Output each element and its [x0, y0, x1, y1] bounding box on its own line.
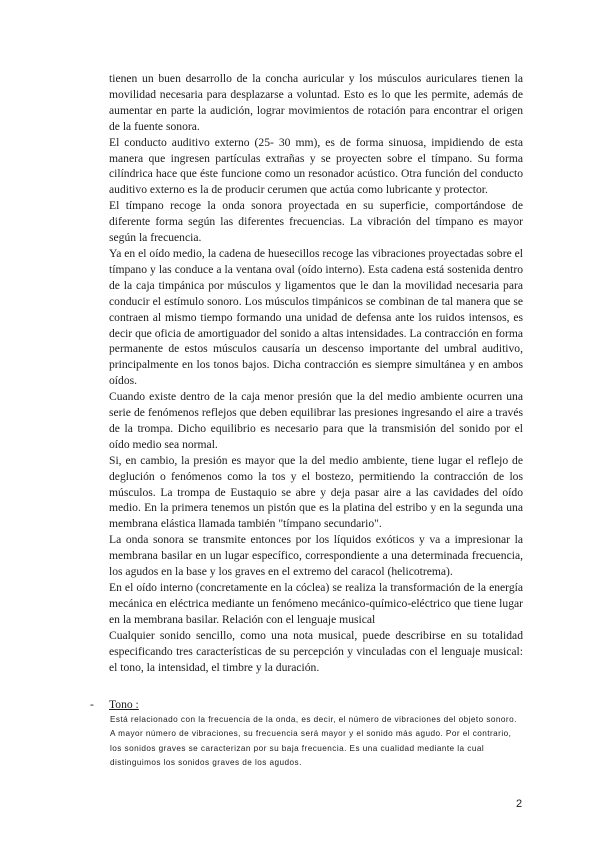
paragraph-oido-medio: Ya en el oído medio, la cadena de huesecillos recoge las vibraciones proyectadas sobre el tímpano y las conduce a la ventana oval (oído interno). Esta cadena está sostenida dentro de la caja timpánica por músculos y ligamentos que le dan la movilidad necesaria para conducir el estímulo sonoro. Los músculos timpánicos se combinan de tal manera que se contraen al mismo tiempo formando una unidad de defensa ante los ruidos intensos, es decir que oficia de amortiguador del sonido a altas intensidades. La contracción en forma permanente de estos músculos causaría un descenso importante del umbral auditivo, principalmente en los tonos bajos. Dicha contracción es siempre simultánea y en ambos oídos. [109, 246, 523, 388]
paragraph-timpano: El tímpano recoge la onda sonora proyectada en su superficie, comportándose de diferente forma según las diferentes frecuencias. La vibración del tímpano es mayor según la frecuencia. [109, 199, 523, 245]
paragraph-concha-auricular: tienen un buen desarrollo de la concha auricular y los músculos auriculares tienen la movilidad necesaria para desplazarse a voluntad. Esto es lo que les permite, además de aumentar en parte la audición, lograr movimientos de rotación para encontrar el origen de la fuente sonora. [109, 72, 523, 133]
paragraph-onda-sonora: La onda sonora se transmite entonces por los líquidos exóticos y va a impresionar la membrana basilar en un lugar específico, correspondiente a una determinada frecuencia, los agudos en la base y los graves en el extremo del caracol (helicotrema). [109, 533, 523, 579]
bullet-marker: - [90, 698, 94, 711]
paragraph-conducto-auditivo: El conducto auditivo externo (25- 30 mm), es de forma sinuosa, impidiendo de esta manera que ingresen partículas extrañas y se proyecten sobre el tímpano. Su forma cilíndrica hace que éste funcione como un resonador acústico. Otra función del conducto auditivo externo es la de producir cerumen que actúa como lubricante y protector. [109, 135, 523, 197]
bullet-title: Tono : [109, 698, 139, 711]
tono-description: Está relacionado con la frecuencia de la onda, es decir, el número de vibraciones del objeto sonoro. A mayor número de vibraciones, su frecuencia será mayor y el sonido más agudo. Por el contrario, los sonidos graves se caracterizan por su baja frecuencia. Es una cualidad mediante la cual distinguimos los sonidos graves de los agudos. [110, 715, 517, 768]
paragraph-sonido-sencillo: Cualquier sonido sencillo, como una nota musical, puede describirse en su totalidad especificando tres características de su percepción y vinculadas con el lenguaje musical: el tono, la intensidad, el timbre y la duración. [109, 628, 523, 674]
body-text [109, 71, 523, 675]
page-number: 2 [516, 798, 523, 810]
paragraph-presion-mayor: Si, en cambio, la presión es mayor que la del medio ambiente, tiene lugar el reflejo de deglución o fenómenos como la tos y el bostezo, permitiendo la contracción de los músculos. La trompa de Eustaquio se abre y deja pasar aire a las cavidades del oído medio. En la primera tenemos un pistón que es la platina del estribo y en la segunda una membrana elástica llamada también "tímpano secundario". [109, 453, 523, 531]
paragraph-oido-interno: En el oído interno (concretamente en la cóclea) se realiza la transformación de la energía mecánica en eléctrica mediante un fenómeno mecánico-químico-eléctrico que tiene lugar en la membrana basilar. Relación con el lenguaje musical [109, 581, 523, 626]
paragraph-presion-menor: Cuando existe dentro de la caja menor presión que la del medio ambiente ocurren una serie de fenómenos reflejos que deben equilibrar las presiones ingresando el aire a través de la trompa. Dicho equilibrio es necesario para que la transmisión del sonido por el oído medio sea normal. [109, 390, 523, 451]
